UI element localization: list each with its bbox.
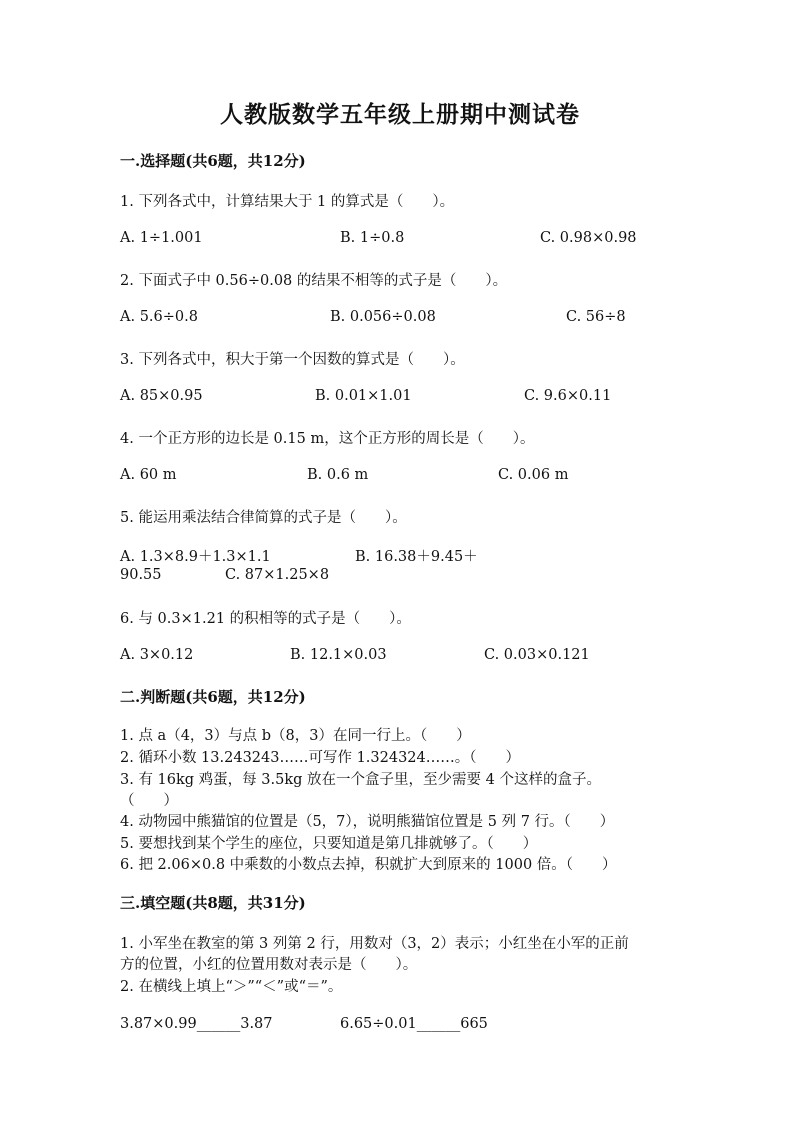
judgement-question-6: 6. 把 2.06×0.8 中乘数的小数点去掉，积就扩大到原来的 1000 倍。（ ） (120, 857, 617, 873)
choice-5-option-b: B. 16.38＋9.45＋ (355, 549, 478, 565)
section-heading-fill-blank: 三.填空题(共8题，共31分) (120, 894, 306, 912)
judgement-question-3-continued: （ ） (120, 793, 178, 809)
choice-3-option-c: C. 9.6×0.11 (524, 388, 612, 404)
choice-question-4: 4. 一个正方形的边长是 0.15 m，这个正方形的周长是（ ）。 (120, 431, 535, 447)
choice-1-option-a: A. 1÷1.001 (120, 230, 203, 246)
choice-6-option-b: B. 12.1×0.03 (290, 647, 387, 663)
choice-6-option-a: A. 3×0.12 (120, 647, 194, 663)
section-heading-judgement: 二.判断题(共6题，共12分) (120, 688, 306, 706)
fill-question-2-item-1: 3.87×0.99______3.87 (120, 1016, 273, 1032)
choice-6-option-c: C. 0.03×0.121 (484, 647, 590, 663)
choice-2-option-a: A. 5.6÷0.8 (120, 309, 198, 325)
choice-3-option-b: B. 0.01×1.01 (315, 388, 412, 404)
choice-question-5: 5. 能运用乘法结合律简算的式子是（ ）。 (120, 510, 407, 526)
page-title: 人教版数学五年级上册期中测试卷 (220, 101, 580, 128)
section-heading-choice: 一.选择题(共6题，共12分) (120, 152, 306, 170)
judgement-question-2: 2. 循环小数 13.243243……可写作 1.324324……。（ ） (120, 750, 521, 766)
choice-question-1: 1. 下列各式中，计算结果大于 1 的算式是（ ）。 (120, 194, 455, 210)
judgement-question-3: 3. 有 16kg 鸡蛋，每 3.5kg 放在一个盒子里，至少需要 4 个这样的盒子。 (120, 772, 601, 788)
choice-question-6: 6. 与 0.3×1.21 的积相等的式子是（ ）。 (120, 611, 411, 627)
choice-4-option-c: C. 0.06 m (498, 467, 569, 483)
judgement-question-5: 5. 要想找到某个学生的座位，只要知道是第几排就够了。（ ） (120, 836, 538, 852)
choice-4-option-b: B. 0.6 m (307, 467, 369, 483)
choice-3-option-a: A. 85×0.95 (120, 388, 203, 404)
judgement-question-1: 1. 点 a（4，3）与点 b（8，3）在同一行上。（ ） (120, 728, 471, 744)
choice-4-option-a: A. 60 m (120, 467, 177, 483)
fill-question-2: 2. 在横线上填上“＞”“＜”或“＝”。 (120, 979, 343, 995)
choice-2-option-c: C. 56÷8 (566, 309, 626, 325)
choice-question-2: 2. 下面式子中 0.56÷0.08 的结果不相等的式子是（ ）。 (120, 273, 508, 289)
fill-question-1-line-2: 方的位置，小红的位置用数对表示是（ ）。 (120, 957, 418, 973)
choice-2-option-b: B. 0.056÷0.08 (330, 309, 436, 325)
choice-5-option-b-continued: 90.55 (120, 567, 162, 583)
choice-1-option-c: C. 0.98×0.98 (540, 230, 637, 246)
choice-5-option-c: C. 87×1.25×8 (225, 567, 330, 583)
fill-question-2-item-2: 6.65÷0.01______665 (340, 1016, 488, 1032)
judgement-question-4: 4. 动物园中熊猫馆的位置是（5，7），说明熊猫馆位置是 5 列 7 行。（ ） (120, 814, 615, 830)
choice-1-option-b: B. 1÷0.8 (340, 230, 405, 246)
choice-5-option-a: A. 1.3×8.9＋1.3×1.1 (120, 549, 271, 565)
choice-question-3: 3. 下列各式中，积大于第一个因数的算式是（ ）。 (120, 352, 465, 368)
fill-question-1-line-1: 1. 小军坐在教室的第 3 列第 2 行，用数对（3，2）表示；小红坐在小军的正前 (120, 936, 629, 952)
